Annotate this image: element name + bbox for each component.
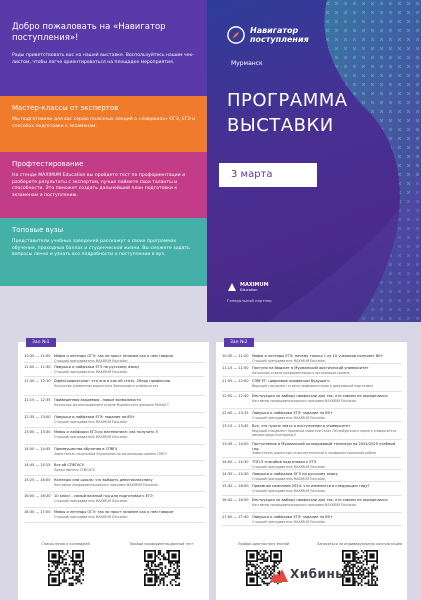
qr-label: Записаться на индивидуальную консультацию bbox=[317, 542, 402, 546]
schedule-row bbox=[222, 352, 402, 364]
row-speaker: Старший преподаватель MAXIMUM Education bbox=[54, 419, 128, 424]
row-time: 14:45 — 15:25 bbox=[24, 463, 51, 467]
logo-line1: Навигатор bbox=[250, 26, 299, 35]
row-title: 10 класс - самый важный год для подготовки к ЕГЭ bbox=[54, 494, 153, 498]
row-time: 11:50 — 12:00 bbox=[222, 379, 249, 383]
row-title: Поступление в Мурманский колледжевый техникум на 2024/2025 учебный год bbox=[252, 442, 396, 451]
row-time: 16:30 — 16:50 bbox=[222, 498, 249, 502]
schedule-row bbox=[24, 492, 204, 508]
row-title: Ловушки и лайфхаки ОГЭ по русскому языку bbox=[252, 472, 338, 476]
masterclass-block bbox=[0, 96, 211, 152]
universities-title: Топовые вузы bbox=[12, 226, 64, 234]
title-line2: ВЫСТАВКИ bbox=[227, 115, 334, 136]
row-speaker: Старший преподаватель MAXIMUM Education bbox=[54, 369, 128, 374]
schedule-row bbox=[222, 513, 402, 526]
row-time: 15:25 — 16:00 bbox=[24, 478, 51, 482]
page-title bbox=[227, 88, 348, 138]
row-time: 15:30 — 16:00 bbox=[222, 484, 249, 488]
schedule-row bbox=[222, 377, 402, 392]
row-speaker: Заместитель начальника Управления по организации приема СПбГУ bbox=[54, 451, 167, 456]
hall1-schedule bbox=[24, 352, 204, 523]
row-time: 16:30 — 17:00 bbox=[24, 510, 51, 514]
title-line1: ПРОГРАММА bbox=[227, 90, 348, 111]
schedule-row bbox=[222, 458, 402, 470]
row-title: Ловушки и лайфхаки ЕГЭ: задание на 80+ bbox=[54, 415, 135, 419]
row-speaker: Старший преподаватель MAXIMUM Education bbox=[252, 476, 326, 481]
compass-icon bbox=[227, 26, 245, 44]
row-speaker: Старший преподаватель MAXIMUM Education bbox=[54, 498, 128, 503]
logo-line2: поступления bbox=[250, 35, 309, 44]
brand-sub: Education bbox=[240, 287, 258, 292]
row-time: 13:00 — 13:30 bbox=[24, 430, 51, 434]
row-speaker: Начальник отдела профориентации и организации приема bbox=[252, 370, 350, 375]
schedule-row bbox=[222, 422, 402, 440]
qr-code-icon bbox=[342, 550, 378, 586]
qr-label: Пройди профориентационный тест bbox=[129, 542, 194, 546]
schedule-row bbox=[24, 461, 204, 476]
row-speaker: Наставник профориентационных программ MAXIMUM Education bbox=[54, 482, 159, 487]
row-title: Все об СПбГАСУ bbox=[54, 463, 85, 467]
qr-code-icon bbox=[48, 550, 84, 586]
schedule-row bbox=[24, 476, 204, 492]
row-title: Преимущества обучения в СПбГУ bbox=[54, 447, 118, 451]
hall2-panel bbox=[216, 342, 407, 600]
qr-code-icon bbox=[144, 550, 180, 586]
row-time: 16:00 — 16:30 bbox=[24, 494, 51, 498]
schedule-row bbox=[24, 352, 204, 363]
row-time: 12:35 — 13:00 bbox=[24, 415, 51, 419]
city-label: Мурманск bbox=[231, 60, 263, 67]
partner-label: Генеральный партнер bbox=[227, 298, 272, 303]
schedule-row bbox=[24, 396, 204, 413]
qr-label: Пройди диагностику знаний bbox=[237, 542, 290, 546]
qr-universities[interactable] bbox=[18, 540, 113, 600]
row-title: Мифы и лайфхаки ЕГЭ-по математике: как получить 5 bbox=[54, 430, 158, 434]
hall2-schedule bbox=[222, 352, 402, 526]
schedule-row bbox=[24, 363, 204, 377]
proftest-block bbox=[0, 152, 211, 218]
row-speaker: Старший преподаватель MAXIMUM Education bbox=[252, 519, 326, 524]
qr-label: Список вузов и колледжей bbox=[41, 542, 90, 546]
schedule-row bbox=[222, 440, 402, 458]
row-speaker: Старший преподаватель MAXIMUM Education bbox=[252, 358, 326, 363]
row-time: 10:30 — 11:00 bbox=[222, 354, 249, 358]
row-title: Ловушки и лайфхаки ЕГЭ по русскому языку bbox=[54, 365, 140, 369]
row-title: Инструкция по выбору профессии для тех, кто совсем не определился bbox=[252, 394, 388, 398]
row-time: 12:40 — 13:15 bbox=[222, 411, 249, 415]
row-title: Приемная кампания 2024: что изменится в следующем году? bbox=[252, 484, 370, 488]
row-speaker: Старший преподаватель MAXIMUM Education bbox=[252, 488, 326, 493]
schedule-row bbox=[24, 428, 204, 445]
row-time: 14:00 — 14:30 bbox=[222, 460, 249, 464]
row-title: Все, что нужно знать о поступлении в университет bbox=[252, 424, 351, 428]
brand-name: MAXIMUM bbox=[240, 281, 269, 288]
row-title: Мифы и легенды ЕГЭ: почему только 1 из 10 учеников получает 80+ bbox=[252, 354, 384, 358]
brochure-bottom bbox=[0, 322, 421, 600]
schedule-row bbox=[222, 496, 402, 513]
schedule-row bbox=[24, 377, 204, 396]
schedule-row bbox=[24, 413, 204, 428]
masterclass-text: Мы подготовили для вас серию полезных лекций о «ловушках» ОГЭ, ЕГЭ и способах подготовки к экзаменам. bbox=[12, 117, 196, 129]
row-title: Приведенная академия - новые возможности bbox=[54, 398, 141, 402]
row-speaker: Начальник управления маркетинга Финансового университета bbox=[54, 383, 159, 388]
row-time: 12:00 — 12:40 bbox=[222, 394, 249, 398]
schedule-row bbox=[222, 364, 402, 377]
row-time: 10:30 — 11:00 bbox=[24, 354, 51, 358]
schedule-row bbox=[24, 445, 204, 461]
row-speaker: Ведущий специалист приемной комиссии Санкт-Петербургского горного университета императрицы Екатерины II bbox=[252, 428, 397, 437]
hall1-panel bbox=[18, 342, 209, 600]
row-speaker: Старший преподаватель MAXIMUM Education bbox=[54, 514, 128, 519]
row-title: СПбГУТ: цифровые профессии будущего bbox=[252, 379, 330, 383]
row-time: 14:30 — 15:30 bbox=[222, 472, 249, 476]
row-speaker: Заместитель директора по воспитательной и профориентационной работе bbox=[252, 451, 377, 456]
welcome-text: Рады приветствовать вас на нашей выставке. Воспользуйтесь нашим чек-листом, чтобы легче ориентироваться на площадке мероприятия. bbox=[12, 53, 194, 65]
hall1-label: Зал №1 bbox=[26, 338, 56, 347]
row-title: Инструкция по выбору профессии для тех, кто совсем не определился bbox=[252, 498, 388, 502]
universities-block bbox=[0, 218, 211, 286]
decor-pattern bbox=[207, 0, 421, 322]
row-time: 11:30 — 12:10 bbox=[24, 379, 51, 383]
navigator-logo[interactable] bbox=[227, 26, 309, 44]
row-speaker: Наставник профориентационных программ MAXIMUM Education bbox=[252, 398, 357, 403]
schedule-row bbox=[24, 508, 204, 523]
row-title: ТОП-5 способов подготовки к ЕГЭ bbox=[252, 460, 317, 464]
row-time: 13:45 — 14:00 bbox=[222, 442, 249, 446]
schedule-row bbox=[222, 482, 402, 496]
row-time: 13:15 — 13:45 bbox=[222, 424, 249, 428]
row-time: 11:15 — 11:50 bbox=[222, 366, 249, 370]
row-speaker: Начальник организационного отдела Мурманского филиала РАНХиГС bbox=[54, 402, 170, 407]
qr-section-left bbox=[18, 540, 209, 600]
watermark: Хибины bbox=[290, 567, 347, 581]
row-speaker: Старший преподаватель MAXIMUM Education bbox=[54, 358, 128, 363]
hall2-label: Зал №2 bbox=[224, 338, 254, 347]
row-title: Поступи на бюджет в Мурманский арктический университет bbox=[252, 366, 369, 370]
row-speaker: Представитель СПбГАСУ bbox=[54, 467, 95, 472]
qr-proftest[interactable] bbox=[114, 540, 209, 600]
row-speaker: Старший преподаватель MAXIMUM Education bbox=[54, 434, 128, 439]
row-title: Мифы и легенды ОГЭ: так ли прост экзамен как о нем говорят bbox=[54, 510, 174, 514]
masterclass-title: Мастер-классы от экспертов bbox=[12, 104, 119, 112]
universities-text: Представители учебных заведений расскажут о своих программах обучения, проходных баллах и студенческой жизни. Вы сможете задать вопросы лично и узнать все подробности о поступлении в вуз. bbox=[12, 239, 190, 258]
row-time: 12:15 — 12:35 bbox=[24, 398, 51, 402]
mountain-logo-icon bbox=[270, 568, 288, 582]
row-title: Колледж или школа: что выбрать девятикласснику bbox=[54, 478, 153, 482]
welcome-block bbox=[0, 0, 211, 96]
row-time: 11:00 — 11:30 bbox=[24, 365, 51, 369]
schedule-row bbox=[222, 470, 402, 482]
row-title: Digital-маркетолог: кто она и как ей стать. Обзор профессии bbox=[54, 379, 170, 383]
row-speaker: Ведущий специалист отдела профориентации и довузовской подготовки bbox=[252, 383, 374, 388]
proftest-text: На стенде MAXIMUM Education вы пройдете тест по профориентации и разберете результаты с экспертом, лучше поймете свои таланты и способности. Это поможет создать дальнейший план подготовки к экзаменам и поступлению. bbox=[12, 173, 186, 198]
row-speaker: Старший преподаватель MAXIMUM Education bbox=[252, 415, 326, 420]
row-time: 14:00 — 14:45 bbox=[24, 447, 51, 451]
schedule-row bbox=[222, 392, 402, 409]
schedule-row bbox=[222, 409, 402, 422]
row-speaker: Наставник профориентационных программ MAXIMUM Education bbox=[252, 502, 357, 507]
row-title: Мифы и легенды ОГЭ: так ли прост экзамен как о нем говорят bbox=[54, 354, 174, 358]
row-time: 17:00 — 17:40 bbox=[222, 515, 249, 519]
row-title: Ловушки и лайфхаки ЕГЭ: задание на 80+ bbox=[252, 515, 333, 519]
maximum-mark-icon bbox=[227, 282, 237, 292]
welcome-title: Добро пожаловать на «Навигатор поступления»! bbox=[12, 22, 166, 43]
proftest-title: Профтестирование bbox=[12, 160, 84, 168]
maximum-logo[interactable] bbox=[227, 282, 269, 292]
row-speaker: Старший преподаватель MAXIMUM Education bbox=[252, 464, 326, 469]
info-column bbox=[0, 0, 211, 322]
row-title: Ловушки и лайфхаки ЕГЭ: задание на 80+ bbox=[252, 411, 333, 415]
cover-panel bbox=[207, 0, 421, 322]
event-date: 3 марта bbox=[219, 163, 317, 187]
